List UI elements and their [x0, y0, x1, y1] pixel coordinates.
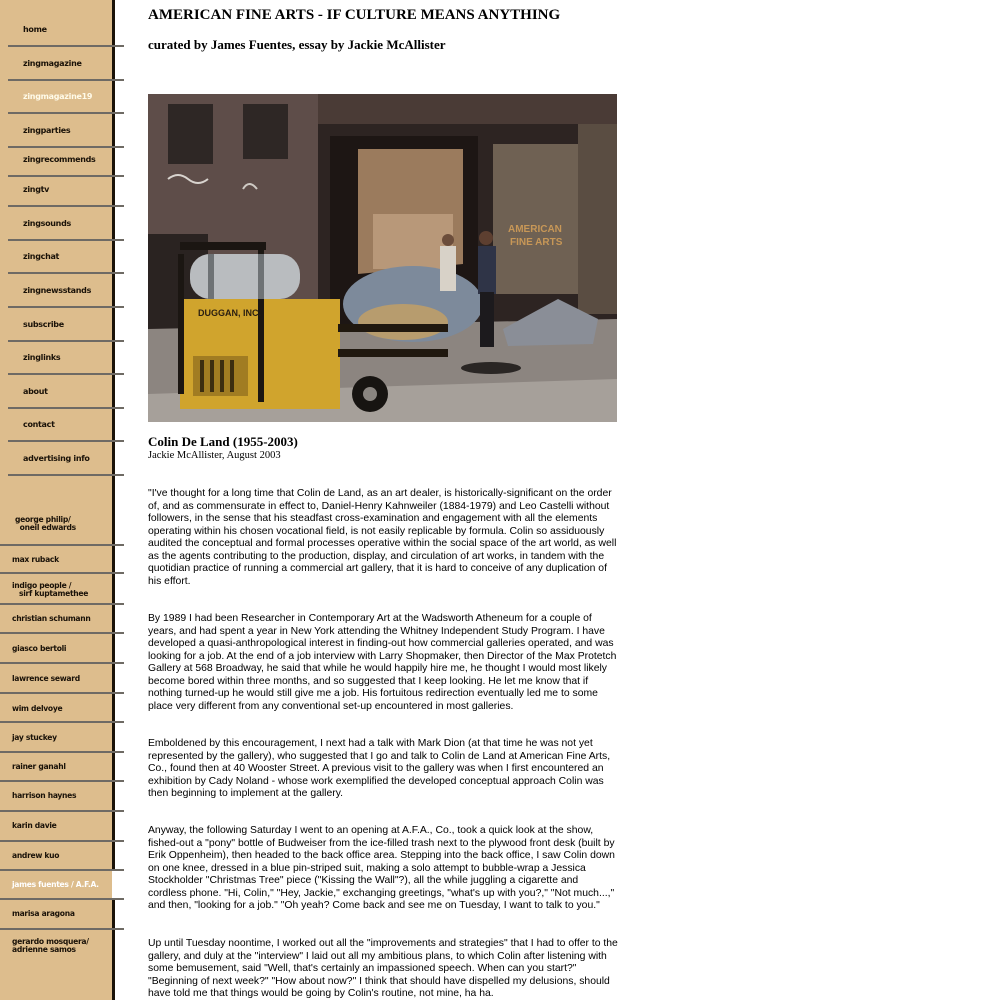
artist-link-rainer-ganahl[interactable]	[0, 753, 124, 782]
nav-label: zinglinks	[23, 353, 61, 362]
nav-zingnewsstands[interactable]	[8, 273, 124, 308]
essay-paragraph: "I've thought for a long time that Colin de Land, as an art dealer, is historically-significant on the order of, and as commensurate in effect to, Daniel-Henry Kahnweiler (1884-1979) and Leo Castelli without followers, in the sense that his steadfast cross-examination and engagement with all the elements operating within his chosen vocational field, is not easily replicable by formula. Colin so assiduously audited the conceptual and formal processes operative within the social space of the art world, as well as the agents contributing to the production, display, and circulation of art works, in tandem with the quotidian practice of running a commercial art gallery, that it is hard to conceive of any duplication of his effort.	[148, 488, 617, 587]
gallery-photo	[148, 94, 617, 422]
nav-advertising-info[interactable]	[8, 441, 124, 476]
essay-paragraph: Anyway, the following Saturday I went to an opening at A.F.A., Co., took a quick look at the show, fished-out a "pony" bottle of Budweiser from the ice-filled trash next to the plywood front desk (built by Erik Oppenheim), then headed to the back office area. Stepping into the back office, I saw Colin down on one knee, dressed in a blue pin-striped suit, making a solo attempt to bubble-wrap a Jessica Stockholder "Christmas Tree" piece ("Kissing the Wall"?), all the while juggling a cigarette and cordless phone. "Hi, Colin," "Hey, Jackie," exchanging greetings, "what's up with you?," "Not much...," and then, "looking for a job." "Oh yeah? Come back and see me on Tuesday, I want to talk to you."	[148, 825, 615, 911]
nav-zingmagazine19[interactable]	[8, 79, 124, 114]
artist-link-harrison-haynes[interactable]	[0, 782, 124, 812]
artist-label: max ruback	[12, 555, 59, 564]
nav-contact[interactable]	[8, 407, 124, 442]
artist-link-giasco-bertoli[interactable]	[0, 634, 124, 664]
artist-link-wim-delvoye[interactable]	[0, 694, 124, 723]
artist-link-james-fuentes[interactable]	[0, 871, 124, 900]
nav-label: contact	[23, 420, 55, 429]
nav-about[interactable]	[8, 374, 124, 409]
essay-paragraph: Up until Tuesday noontime, I worked out all the "improvements and strategies" that I had to offer to the gallery, and duly at the "interview" I laid out all my ambitious plans, to which Colin after listening with some bemusement, said "Well, that's certainly an impassioned speech. When can you start?" "Beginning of next week?" "How about now?" I think that should have dispelled my delusions, should have told me that things would be going by Colin's routine, not mine, ha ha.	[148, 938, 618, 999]
artist-label: christian schumann	[12, 614, 91, 623]
caption-byline: Jackie McAllister, August 2003	[148, 450, 281, 461]
artist-label: james fuentes / A.F.A.	[12, 880, 99, 889]
artist-link-max-ruback[interactable]	[0, 546, 124, 574]
artist-link-george-philip[interactable]	[0, 506, 124, 546]
artist-label: harrison haynes	[12, 791, 77, 800]
nav-label: zingnewsstands	[23, 286, 92, 295]
artist-label: lawrence seward	[12, 674, 80, 683]
page-title: AMERICAN FINE ARTS - IF CULTURE MEANS ANYTHING	[148, 7, 561, 23]
artist-label: gerardo mosquera/ adrienne samos	[12, 937, 89, 954]
sidebar	[0, 0, 115, 1000]
nav-label: zingrecommends	[23, 155, 96, 164]
artist-label: andrew kuo	[12, 851, 60, 860]
artist-link-andrew-kuo[interactable]	[0, 842, 124, 871]
nav-label: home	[23, 25, 47, 34]
forklift-brand-text: DUGGAN, INC.	[198, 308, 261, 318]
nav-zingtv[interactable]	[8, 172, 124, 207]
nav-label: about	[23, 387, 48, 396]
nav-subscribe[interactable]	[8, 307, 124, 342]
essay-paragraph: Emboldened by this encouragement, I next had a talk with Mark Dion (at that time he was not yet represented by the gallery), who suggested that I go and talk to Colin de Land at American Fine Arts, Co., found then at 40 Wooster Street. A previous visit to the gallery was when I first encountered an exhibition by Cady Noland - whose work exemplified the developed conceptual approach Colin was then beginning to implement at the gallery.	[148, 738, 611, 799]
sign-text-line2: FINE ARTS	[510, 237, 563, 248]
artist-label: wim delvoye	[12, 704, 63, 713]
artist-label: rainer ganahl	[12, 762, 66, 771]
artist-label: giasco bertoli	[12, 644, 67, 653]
nav-label: zingparties	[23, 126, 71, 135]
artist-link-marisa-aragona[interactable]	[0, 900, 124, 930]
nav-zingchat[interactable]	[8, 239, 124, 274]
caption-title: Colin De Land (1955-2003)	[148, 434, 298, 449]
artist-label: jay stuckey	[12, 733, 57, 742]
artist-link-lawrence-seward[interactable]	[0, 664, 124, 694]
nav-home[interactable]	[8, 12, 124, 47]
artist-label: george philip/ oneil edwards	[15, 515, 76, 532]
nav-label: advertising info	[23, 454, 90, 463]
artist-link-karin-davie[interactable]	[0, 812, 124, 842]
artist-link-jay-stuckey[interactable]	[0, 723, 124, 753]
nav-label: zingmagazine19	[23, 92, 93, 101]
nav-zinglinks[interactable]	[8, 340, 124, 375]
artist-link-gerardo-mosquera[interactable]	[0, 930, 124, 964]
nav-label: zingmagazine	[23, 59, 82, 68]
nav-zingsounds[interactable]	[8, 206, 124, 241]
artist-label: karin davie	[12, 821, 57, 830]
nav-label: zingchat	[23, 252, 60, 261]
page-subtitle: curated by James Fuentes, essay by Jackie McAllister	[148, 37, 446, 52]
nav-label: subscribe	[23, 320, 64, 329]
nav-label: zingsounds	[23, 219, 71, 228]
essay-paragraph: By 1989 I had been Researcher in Contemporary Art at the Wadsworth Atheneum for a couple of years, and had spent a year in New York attending the Whitney Independent Study Program. I have developed a quasi-anthropological interest in finding-out how commercial galleries operated, and was looking for a job. At the end of a job interview with Larry Shopmaker, then Director of the Max Protetch Gallery at 568 Broadway, he said that while he would happily hire me, he thought I would most likely become bored within three months, and so suggested that I keep looking. He let me know that if nothing turned-up he would still give me a job. His fortuitous redirection eventually led me to some place very different from any conventional set-up encountered in most galleries.	[148, 613, 617, 712]
nav-label: zingtv	[23, 185, 50, 194]
artist-label: indigo people / sirf kuptamethee	[12, 581, 89, 598]
artist-link-christian-schumann[interactable]	[0, 605, 124, 634]
artist-link-indigo-people[interactable]	[0, 574, 124, 605]
artist-label: marisa aragona	[12, 909, 75, 918]
sign-text-line1: AMERICAN	[508, 224, 562, 235]
nav-zingmagazine[interactable]	[8, 46, 124, 81]
